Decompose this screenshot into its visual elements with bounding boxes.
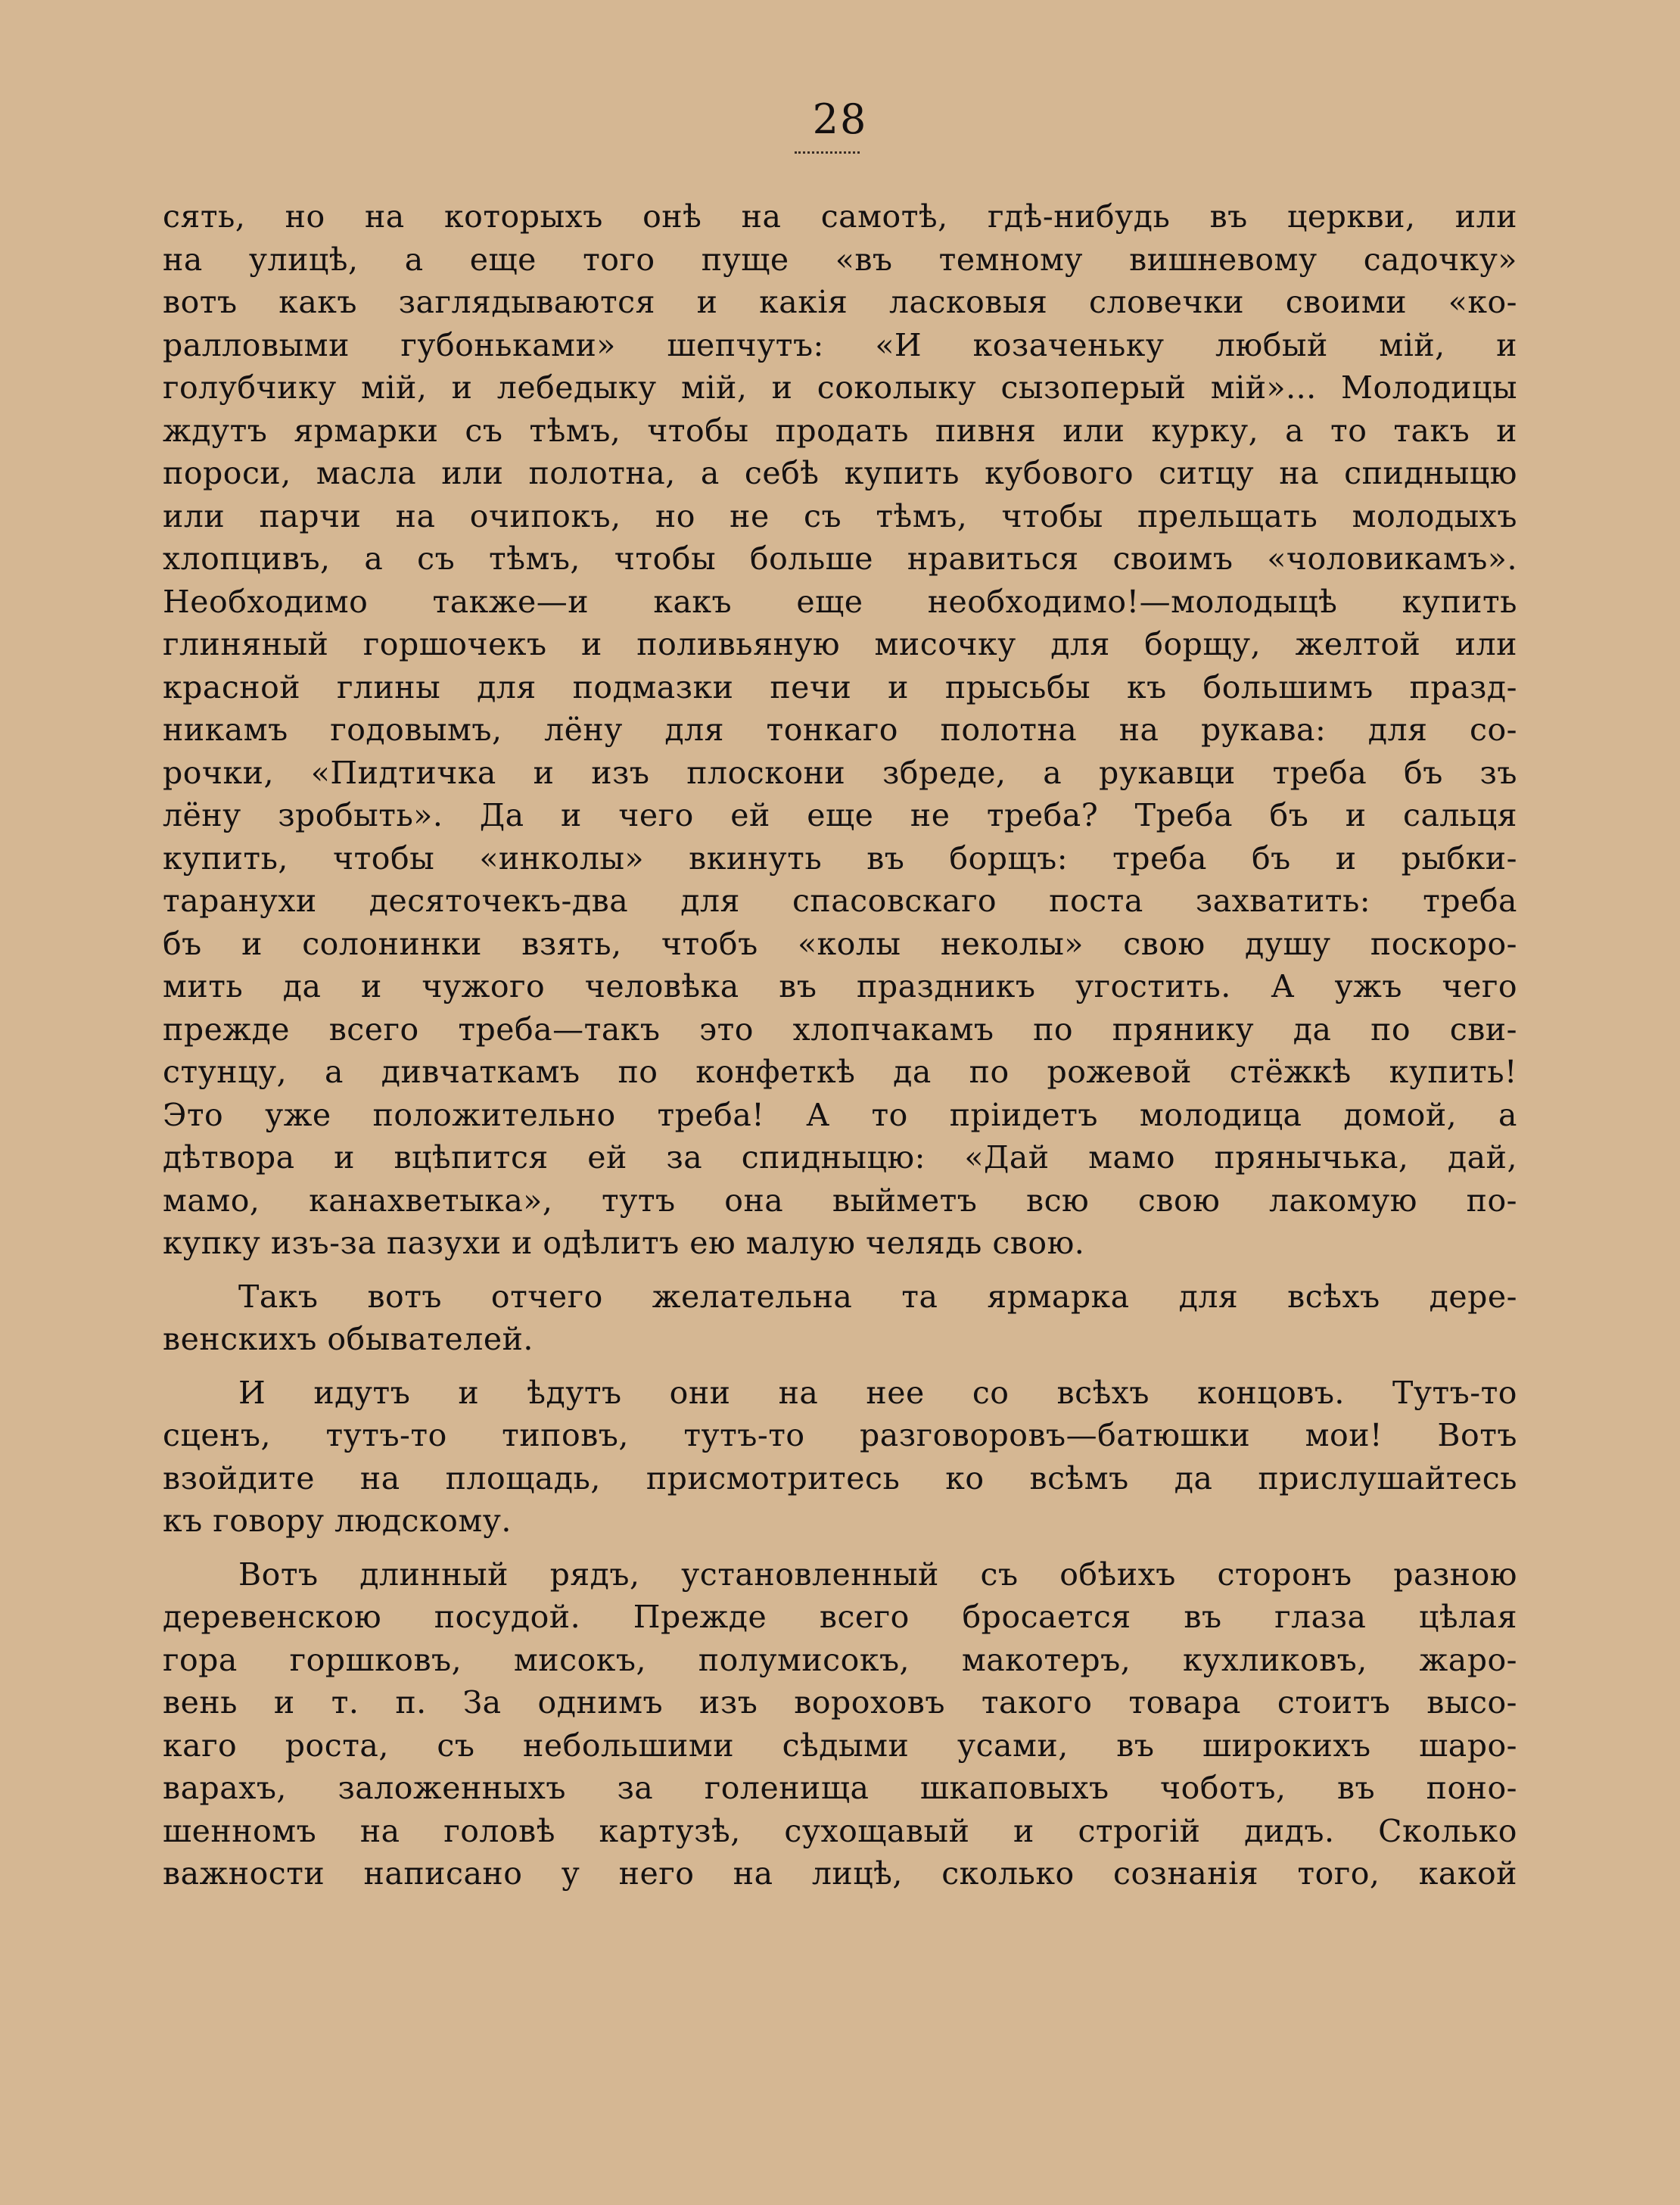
text-line: хлопцивъ, а съ тѣмъ, чтобы больше нравиться своимъ «чоловикамъ». <box>163 540 1517 577</box>
text-line: сценъ, тутъ-то типовъ, тутъ-то разговоровъ—батюшки мои! Вотъ <box>163 1417 1517 1453</box>
text-line: Вотъ длинный рядъ, установленный съ обѣихъ сторонъ разною <box>238 1556 1517 1593</box>
text-line: деревенскою посудой. Прежде всего бросается въ глаза цѣлая <box>163 1599 1517 1635</box>
text-line: стунцу, а дивчаткамъ по конфеткѣ да по рожевой стёжкѣ купить! <box>163 1054 1517 1090</box>
text-line: глиняный горшочекъ и поливьяную мисочку для борщу, желтой или <box>163 626 1517 662</box>
text-line: Это уже положительно треба! А то пріидетъ молодица домой, а <box>163 1096 1517 1133</box>
text-line: важности написано у него на лицѣ, сколько сознанія того, какой <box>163 1855 1517 1892</box>
body-text <box>163 195 1517 1895</box>
text-line: таранухи десяточекъ-два для спасовскаго поста захватить: треба <box>163 883 1517 919</box>
text-line: И идутъ и ѣдутъ они на нее со всѣхъ концовъ. Тутъ-то <box>238 1374 1517 1411</box>
text-line: на улицѣ, а еще того пуще «въ темному вишневому садочку» <box>163 241 1517 278</box>
text-line: варахъ, заложенныхъ за голенища шкаповыхъ чоботъ, въ поно- <box>163 1770 1517 1806</box>
text-line: рочки, «Пидтичка и изъ плоскони збреде, а рукавци треба бъ зъ <box>163 754 1517 791</box>
text-line: къ говору людскому. <box>163 1503 512 1539</box>
text-line: купку изъ-за пазухи и одѣлитъ ею малую челядь свою. <box>163 1225 1085 1261</box>
text-line: мить да и чужого человѣка въ праздникъ угостить. А ужъ чего <box>163 968 1517 1004</box>
text-line: взойдите на площадь, присмотритесь ко всѣмъ да прислушайтесь <box>163 1459 1517 1496</box>
text-line: шенномъ на головѣ картузѣ, сухощавый и строгій дидъ. Сколько <box>163 1812 1517 1849</box>
text-line: купить, чтобы «инколы» вкинуть въ борщъ: треба бъ и рыбки- <box>163 839 1517 877</box>
text-line: или парчи на очипокъ, но не съ тѣмъ, чтобы прельщать молодыхъ <box>163 497 1517 534</box>
text-line: лёну зробыть». Да и чего ей еще не треба? Треба бъ и сальця <box>163 797 1517 833</box>
text-line: вень и т. п. За однимъ изъ вороховъ такого товара стоитъ высо- <box>163 1684 1517 1721</box>
text-line: красной глины для подмазки печи и прысьбы къ большимъ празд- <box>163 668 1517 705</box>
text-line: Необходимо также—и какъ еще необходимо!—молодыцѣ купить <box>163 583 1517 620</box>
text-line: сять, но на которыхъ онѣ на самотѣ, гдѣ-нибудь въ церкви, или <box>163 198 1517 235</box>
header-rule <box>795 151 860 154</box>
text-line: пороси, масла или полотна, а себѣ купить кубового ситцу на спидныцю <box>163 455 1517 491</box>
text-line: ждутъ ярмарки съ тѣмъ, чтобы продать пивня или курку, а то такъ и <box>163 412 1517 449</box>
text-line: бъ и солонинки взять, чтобъ «колы неколы» свою душу поскоро- <box>163 925 1517 962</box>
text-line: гора горшковъ, мисокъ, полумисокъ, макотеръ, кухликовъ, жаро- <box>163 1641 1517 1678</box>
text-line: голубчику мій, и лебедыку мій, и соколыку сызоперый мій»... Молодицы <box>163 369 1517 406</box>
text-line: прежде всего треба—такъ это хлопчакамъ по прянику да по сви- <box>163 1011 1517 1048</box>
text-line: ралловыми губоньками» шепчутъ: «И козаченьку любый мій, и <box>163 326 1517 363</box>
text-line: Такъ вотъ отчего желательна та ярмарка для всѣхъ дере- <box>238 1278 1517 1315</box>
page-number: 28 <box>812 95 868 143</box>
text-line: вотъ какъ заглядываются и какія ласковыя словечки своими «ко- <box>163 284 1517 320</box>
paragraph-gap <box>163 1543 1517 1553</box>
text-line: венскихъ обывателей. <box>163 1321 534 1357</box>
text-line: мамо, канахветыка», тутъ она выйметъ всю свою лакомую по- <box>163 1182 1517 1219</box>
text-line: дѣтвора и вцѣпится ей за спидныцю: «Дай мамо прянычька, дай, <box>163 1139 1517 1176</box>
text-line: никамъ годовымъ, лёну для тонкаго полотна на рукава: для со- <box>163 712 1517 748</box>
text-line: каго роста, съ небольшими сѣдыми усами, въ широкихъ шаро- <box>163 1727 1517 1764</box>
paragraph-gap <box>163 1361 1517 1372</box>
paragraph-gap <box>163 1265 1517 1275</box>
